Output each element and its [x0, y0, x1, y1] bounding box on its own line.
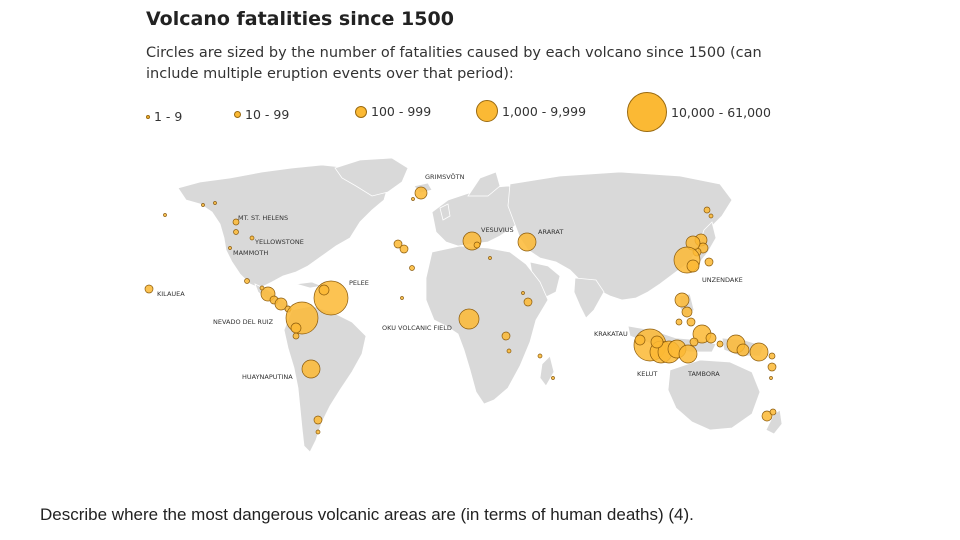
volcano-bubble [214, 202, 217, 205]
legend-label: 1,000 - 9,999 [502, 103, 587, 119]
volcano-bubble [489, 257, 492, 260]
legend-circle [476, 100, 498, 122]
volcano-bubble [770, 409, 776, 415]
legend-item-1-9 [146, 109, 182, 124]
volcano-bubble [229, 247, 232, 250]
volcano-bubble [709, 214, 713, 218]
volcano-bubble [538, 354, 542, 358]
volcano-bubble [245, 279, 250, 284]
volcano-bubble [250, 236, 254, 240]
volcano-bubble [635, 335, 645, 345]
volcano-bubble [202, 204, 205, 207]
label-nevado-del-ruiz: NEVADO DEL RUIZ [213, 318, 274, 326]
legend-item-10-99 [234, 107, 289, 122]
volcano-bubble [682, 307, 692, 317]
legend-label: 100 - 999 [371, 104, 432, 119]
volcano-bubble [319, 285, 329, 295]
legend-circle [234, 111, 241, 118]
volcano-bubble [768, 363, 776, 371]
volcano-bubble [705, 258, 713, 266]
legend-item-10000-61000 [627, 92, 771, 132]
volcano-bubble-ararat [518, 233, 536, 251]
question-text: Describe where the most dangerous volcanic areas are (in terms of human deaths) (4). [40, 505, 694, 524]
world-map [140, 150, 820, 480]
size-legend [146, 90, 846, 136]
legend-label: 10,000 - 61,000 [671, 104, 771, 120]
volcano-bubble [717, 341, 723, 347]
volcano-bubble [552, 377, 555, 380]
map-title: Volcano fatalities since 1500 [146, 8, 454, 30]
volcano-bubble [706, 333, 716, 343]
map-subtitle: Circles are sized by the number of fatalities caused by each volcano since 1500 (can include multiple eruption events over that period): [146, 45, 762, 82]
volcano-bubble [474, 242, 480, 248]
label-huaynaputina: HUAYNAPUTINA [242, 373, 293, 381]
volcano-bubble [293, 333, 299, 339]
label-vesuvius: VESUVIUS [481, 226, 514, 234]
volcano-bubble [316, 430, 320, 434]
volcano-bubble [770, 377, 773, 380]
volcano-bubble [522, 292, 525, 295]
label-grimsvotn: GRIMSVÖTN [425, 173, 465, 181]
volcano-bubble [412, 198, 415, 201]
volcano-bubble-oku [459, 309, 479, 329]
label-krakatau: KRAKATAU [594, 330, 628, 338]
volcano-bubble [164, 214, 167, 217]
volcano-bubble-grimsvotn [415, 187, 427, 199]
legend-item-1000-9999 [476, 100, 586, 122]
label-ararat: ARARAT [538, 228, 564, 236]
label-pelee: PELEE [349, 279, 369, 287]
volcano-bubble [676, 319, 682, 325]
legend-label: 1 - 9 [154, 109, 183, 124]
legend-label: 10 - 99 [245, 107, 290, 122]
volcano-bubble [314, 416, 322, 424]
volcano-bubble [234, 230, 239, 235]
volcano-bubble [651, 336, 663, 348]
legend-item-100-999 [355, 104, 431, 119]
volcano-bubble [687, 318, 695, 326]
madagascar-landmass [540, 356, 554, 386]
volcano-bubble [410, 266, 415, 271]
volcano-bubble [675, 293, 689, 307]
land-masses [178, 158, 782, 452]
volcano-bubble [260, 286, 264, 290]
legend-circle [146, 115, 150, 119]
label-kelut: KELUT [637, 370, 658, 378]
label-kilauea: KILAUEA [157, 290, 185, 298]
volcano-bubble [704, 207, 710, 213]
volcano-bubble [145, 285, 153, 293]
volcano-bubble [769, 353, 775, 359]
volcano-bubble [401, 297, 404, 300]
legend-circle [627, 92, 667, 132]
volcano-bubble [690, 338, 698, 346]
volcano-bubble-pelee [314, 281, 348, 315]
volcano-bubble-tambora [679, 345, 697, 363]
volcano-bubble [291, 323, 301, 333]
volcano-bubble [687, 260, 699, 272]
volcano-bubble [737, 344, 749, 356]
label-mammoth: MAMMOTH [233, 249, 269, 257]
volcano-bubble-huaynaputina [302, 360, 320, 378]
volcano-bubble [507, 349, 511, 353]
volcano-bubble [524, 298, 532, 306]
label-unzendake: UNZENDAKE [702, 276, 743, 284]
volcano-bubble [400, 245, 408, 253]
volcano-bubble [502, 332, 510, 340]
volcano-bubble [750, 343, 768, 361]
label-mt-st-helens: MT. ST. HELENS [238, 214, 289, 222]
label-yellowstone: YELLOWSTONE [255, 238, 304, 246]
label-tambora: TAMBORA [688, 370, 720, 378]
label-oku-volcanic-field: OKU VOLCANIC FIELD [382, 324, 452, 332]
legend-circle [355, 106, 367, 118]
